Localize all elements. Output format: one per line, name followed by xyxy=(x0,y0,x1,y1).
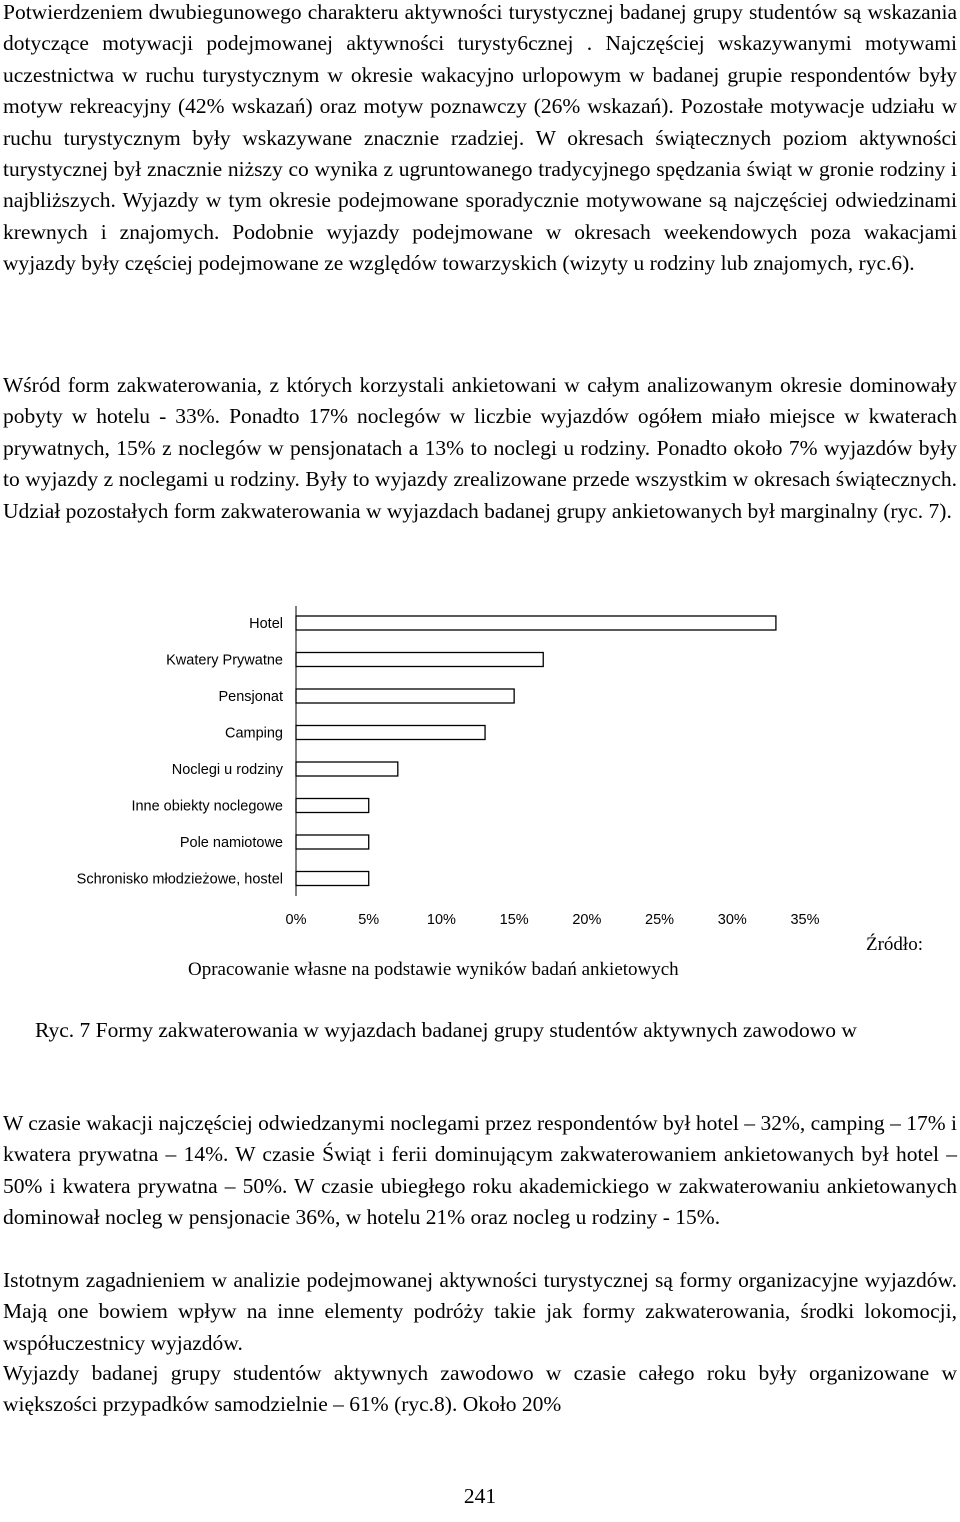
bar xyxy=(296,835,369,849)
page-number: 241 xyxy=(463,1484,497,1508)
category-label: Noclegi u rodziny xyxy=(171,762,283,778)
x-tick-label: 5% xyxy=(358,912,380,928)
x-tick-label: 20% xyxy=(572,912,602,928)
x-tick-label: 15% xyxy=(499,912,529,928)
body-paragraph: Potwierdzeniem dwubiegunowego charakteru aktywności turystycznej badanej grupy studentów są wskazania dotyczące motywacji podejmowanej aktywności turysty6cznej . Najczęściej wskazywanymi motywami uczestnictwa w ruchu turystycznym w okresie wakacyjno urlopowym w badanej grupie respondentów były motyw rekreacyjny (42% wskazań) oraz motyw poznawczy (26% wskazań). Pozostałe motywacje udziału w ruchu turystycznym były wskazywane znacznie rzadziej. W okresach świątecznych poziom aktywności turystycznej był znacznie niższy co wynika z ugruntowanego tradycyjnego spędzania świąt w gronie rodziny i najbliższych. Wyjazdy w tym okresie podejmowane sporadycznie motywowane są najczęściej odwiedzinami krewnych i znajomych. Podobnie wyjazdy podejmowane w okresach weekendowych poza wakacjami wyjazdy były częściej podejmowane ze względów towarzyskich (wizyty u rodziny lub znajomych, ryc.6). xyxy=(3,0,957,276)
category-label: Pensjonat xyxy=(218,689,283,705)
x-tick-label: 0% xyxy=(285,912,307,928)
figure-source-text: Opracowanie własne na podstawie wyników badań ankietowych xyxy=(188,959,679,980)
category-label: Hotel xyxy=(249,616,283,632)
category-label: Kwatery Prywatne xyxy=(166,652,283,669)
bar xyxy=(296,799,369,813)
body-paragraph: Wśród form zakwaterowania, z których korzystali ankietowani w całym analizowanym okresie dominowały pobyty w hotelu - 33%. Ponadto 17% noclegów w liczbie wyjazdów ogółem miało miejsce w kwaterach prywatnych, 15% z noclegów w pensjonatach a 13% to noclegi u rodziny. Ponadto około 7% wyjazdów były to wyjazdy z noclegami u rodziny. Były to wyjazdy zrealizowane przede wszystkim w okresach świątecznych. Udział pozostałych form zakwaterowania w wyjazdach badanej grupy ankietowanych był marginalny (ryc. 7). xyxy=(3,373,957,523)
x-tick-label: 25% xyxy=(645,912,675,928)
bar xyxy=(296,726,485,740)
bar xyxy=(296,616,776,630)
x-tick-label: 35% xyxy=(790,912,820,928)
x-tick-label: 10% xyxy=(426,912,456,928)
x-tick-label: 30% xyxy=(717,912,747,928)
bar xyxy=(296,762,398,776)
figure-source-label: Źródło: xyxy=(866,934,923,955)
category-label: Schronisko młodzieżowe, hostel xyxy=(76,871,283,888)
bar xyxy=(296,653,543,667)
category-label: Camping xyxy=(224,725,283,742)
bar xyxy=(296,872,369,886)
body-paragraph: W czasie wakacji najczęściej odwiedzanymi noclegami przez respondentów był hotel – 32%, camping – 17% i kwatera prywatna – 14%. W czasie Świąt i ferii dominującym zakwaterowaniem ankietowanych był hotel – 50% i kwatera prywatna – 50%. W czasie ubiegłego roku akademickiego w zakwaterowaniu ankietowanych dominował nocleg w pensjonacie 36%, w hotelu 21% oraz nocleg u rodziny - 15%. xyxy=(3,1111,957,1230)
accommodation-bar-chart xyxy=(0,600,960,940)
category-label: Inne obiekty noclegowe xyxy=(131,798,283,815)
bar xyxy=(296,689,514,703)
figure-caption: Ryc. 7 Formy zakwaterowania w wyjazdach badanej grupy studentów aktywnych zawodowo w xyxy=(35,1018,857,1042)
category-label: Pole namiotowe xyxy=(179,835,283,851)
body-paragraph: Wyjazdy badanej grupy studentów aktywnych zawodowo w czasie całego roku były organizowane w większości przypadków samodzielnie – 61% (ryc.8). Około 20% xyxy=(3,1361,957,1417)
body-paragraph: Istotnym zagadnieniem w analizie podejmowanej aktywności turystycznej są formy organizacyjne wyjazdów. Mają one bowiem wpływ na inne elementy podróży takie jak formy zakwaterowania, środki lokomocji, współuczestnicy wyjazdów. xyxy=(3,1268,957,1355)
